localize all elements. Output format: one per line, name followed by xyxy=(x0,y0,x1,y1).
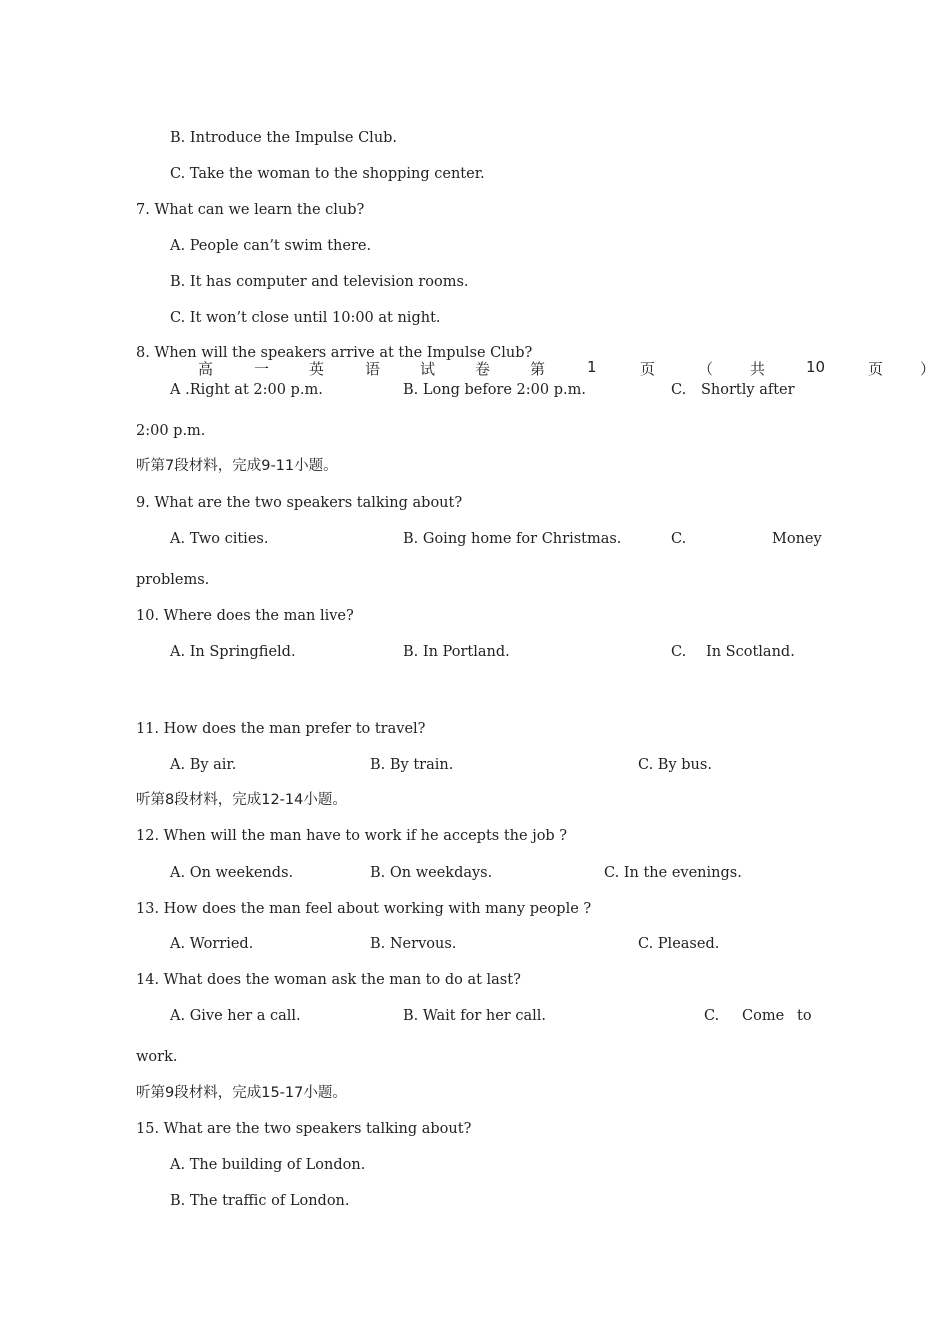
footer-char: 语 xyxy=(365,360,381,378)
footer-char: 试 xyxy=(420,360,436,378)
question-7: 7. What can we learn the club? xyxy=(136,202,365,218)
footer-char: ） xyxy=(920,360,936,378)
option-14c-word-2: to xyxy=(797,1008,812,1024)
question-15: 15. What are the two speakers talking about? xyxy=(136,1121,472,1137)
option-14c-letter: C. xyxy=(704,1008,720,1024)
option-7c: C. It won’t close until 10:00 at night. xyxy=(170,310,441,326)
option-10c-text: In Scotland. xyxy=(706,644,795,660)
footer-char: 英 xyxy=(309,360,325,378)
option-8b: B. Long before 2:00 p.m. xyxy=(403,382,586,398)
option-10a: A. In Springfield. xyxy=(170,644,296,660)
option-7a: A. People can’t swim there. xyxy=(170,238,372,254)
footer-char: 高 xyxy=(198,360,214,378)
footer-char: 卷 xyxy=(475,360,491,378)
option-8c-continued: 2:00 p.m. xyxy=(136,423,206,439)
question-14: 14. What does the woman ask the man to do at last? xyxy=(136,972,521,988)
option-14b: B. Wait for her call. xyxy=(403,1008,546,1024)
option-15b: B. The traffic of London. xyxy=(170,1193,350,1209)
option-9a: A. Two cities. xyxy=(170,531,269,547)
option-9c-text: Money xyxy=(772,531,822,547)
option-10b: B. In Portland. xyxy=(403,644,510,660)
option-6b: B. Introduce the Impulse Club. xyxy=(170,130,398,146)
question-10: 10. Where does the man live? xyxy=(136,608,354,624)
option-8c-letter: C. xyxy=(671,382,687,398)
option-9c-letter: C. xyxy=(671,531,687,547)
section-heading-7: 听第7段材料，完成9-11小题。 xyxy=(136,458,338,474)
option-12a: A. On weekends. xyxy=(170,865,294,881)
option-12c: C. In the evenings. xyxy=(604,865,742,881)
option-11b: B. By train. xyxy=(370,757,454,773)
footer-char: 页 xyxy=(640,360,656,378)
footer-char: （ xyxy=(698,360,714,378)
option-14c-continued: work. xyxy=(136,1049,178,1065)
option-6c: C. Take the woman to the shopping center. xyxy=(170,166,485,182)
section-heading-9: 听第9段材料，完成15-17小题。 xyxy=(136,1085,347,1101)
option-13b: B. Nervous. xyxy=(370,936,457,952)
option-7b: B. It has computer and television rooms. xyxy=(170,274,469,290)
option-12b: B. On weekdays. xyxy=(370,865,493,881)
option-11a: A. By air. xyxy=(170,757,237,773)
question-11: 11. How does the man prefer to travel? xyxy=(136,721,426,737)
option-15a: A. The building of London. xyxy=(170,1157,366,1173)
question-8: 8. When will the speakers arrive at the Impulse Club? xyxy=(136,345,533,361)
page-footer xyxy=(0,358,950,378)
option-9b: B. Going home for Christmas. xyxy=(403,531,622,547)
section-heading-8: 听第8段材料，完成12-14小题。 xyxy=(136,792,347,808)
footer-char: 页 xyxy=(868,360,884,378)
footer-char: 共 xyxy=(750,360,766,378)
option-11c: C. By bus. xyxy=(638,757,712,773)
option-13c: C. Pleased. xyxy=(638,936,720,952)
option-14c-word-1: Come xyxy=(742,1008,785,1024)
question-13: 13. How does the man feel about working with many people ? xyxy=(136,901,592,917)
option-10c-letter: C. xyxy=(671,644,687,660)
option-8a: A .Right at 2:00 p.m. xyxy=(170,382,323,398)
footer-page-number: 1 xyxy=(587,358,597,376)
option-14a: A. Give her a call. xyxy=(170,1008,301,1024)
option-8c-text: Shortly after xyxy=(701,382,795,398)
question-12: 12. When will the man have to work if he accepts the job ? xyxy=(136,828,568,844)
question-9: 9. What are the two speakers talking about? xyxy=(136,495,463,511)
footer-char: 第 xyxy=(530,360,546,378)
footer-char: 一 xyxy=(254,360,270,378)
option-13a: A. Worried. xyxy=(170,936,254,952)
footer-page-total: 10 xyxy=(806,358,826,376)
option-9c-continued: problems. xyxy=(136,572,210,588)
